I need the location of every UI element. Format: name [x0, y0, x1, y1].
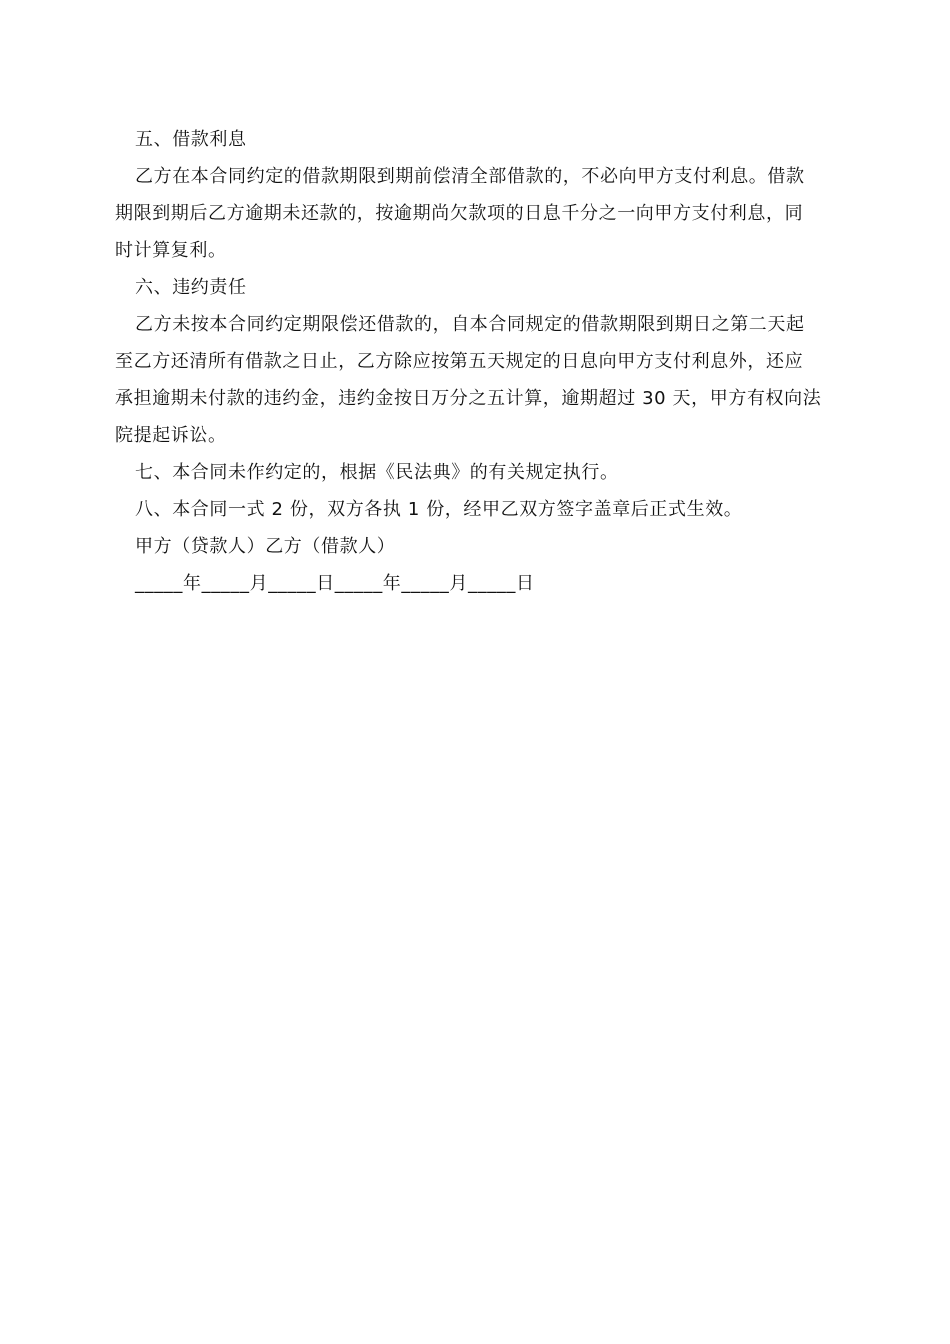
- paragraph-line: 乙方未按本合同约定期限偿还借款的，自本合同规定的借款期限到期日之第二天起: [135, 314, 805, 335]
- section-5-heading: 五、借款利息: [135, 129, 247, 150]
- paragraph-line: 乙方在本合同约定的借款期限到期前偿清全部借款的，不必向甲方支付利息。借款: [135, 166, 805, 187]
- section-6-heading: 六、违约责任: [135, 277, 247, 298]
- signing-date-line: _____年_____月_____日_____年_____月_____日: [135, 573, 535, 594]
- paragraph-line: 院提起诉讼。: [115, 425, 227, 446]
- signing-parties: 甲方（贷款人）乙方（借款人）: [135, 536, 396, 557]
- paragraph-line: 期限到期后乙方逾期未还款的，按逾期尚欠款项的日息千分之一向甲方支付利息，同: [115, 203, 804, 224]
- section-6-paragraph: [115, 306, 837, 454]
- section-8-clause: 八、本合同一式 2 份，双方各执 1 份，经甲乙双方签字盖章后正式生效。: [135, 499, 743, 520]
- section-7-clause: 七、本合同未作约定的，根据《民法典》的有关规定执行。: [135, 462, 619, 483]
- paragraph-line: 时计算复利。: [115, 240, 227, 261]
- contract-body: [115, 121, 837, 602]
- paragraph-line: 至乙方还清所有借款之日止，乙方除应按第五天规定的日息向甲方支付利息外，还应: [115, 351, 804, 372]
- paragraph-line: 承担逾期未付款的违约金，违约金按日万分之五计算，逾期超过 30 天，甲方有权向法: [115, 388, 822, 409]
- section-5-paragraph: [115, 158, 837, 269]
